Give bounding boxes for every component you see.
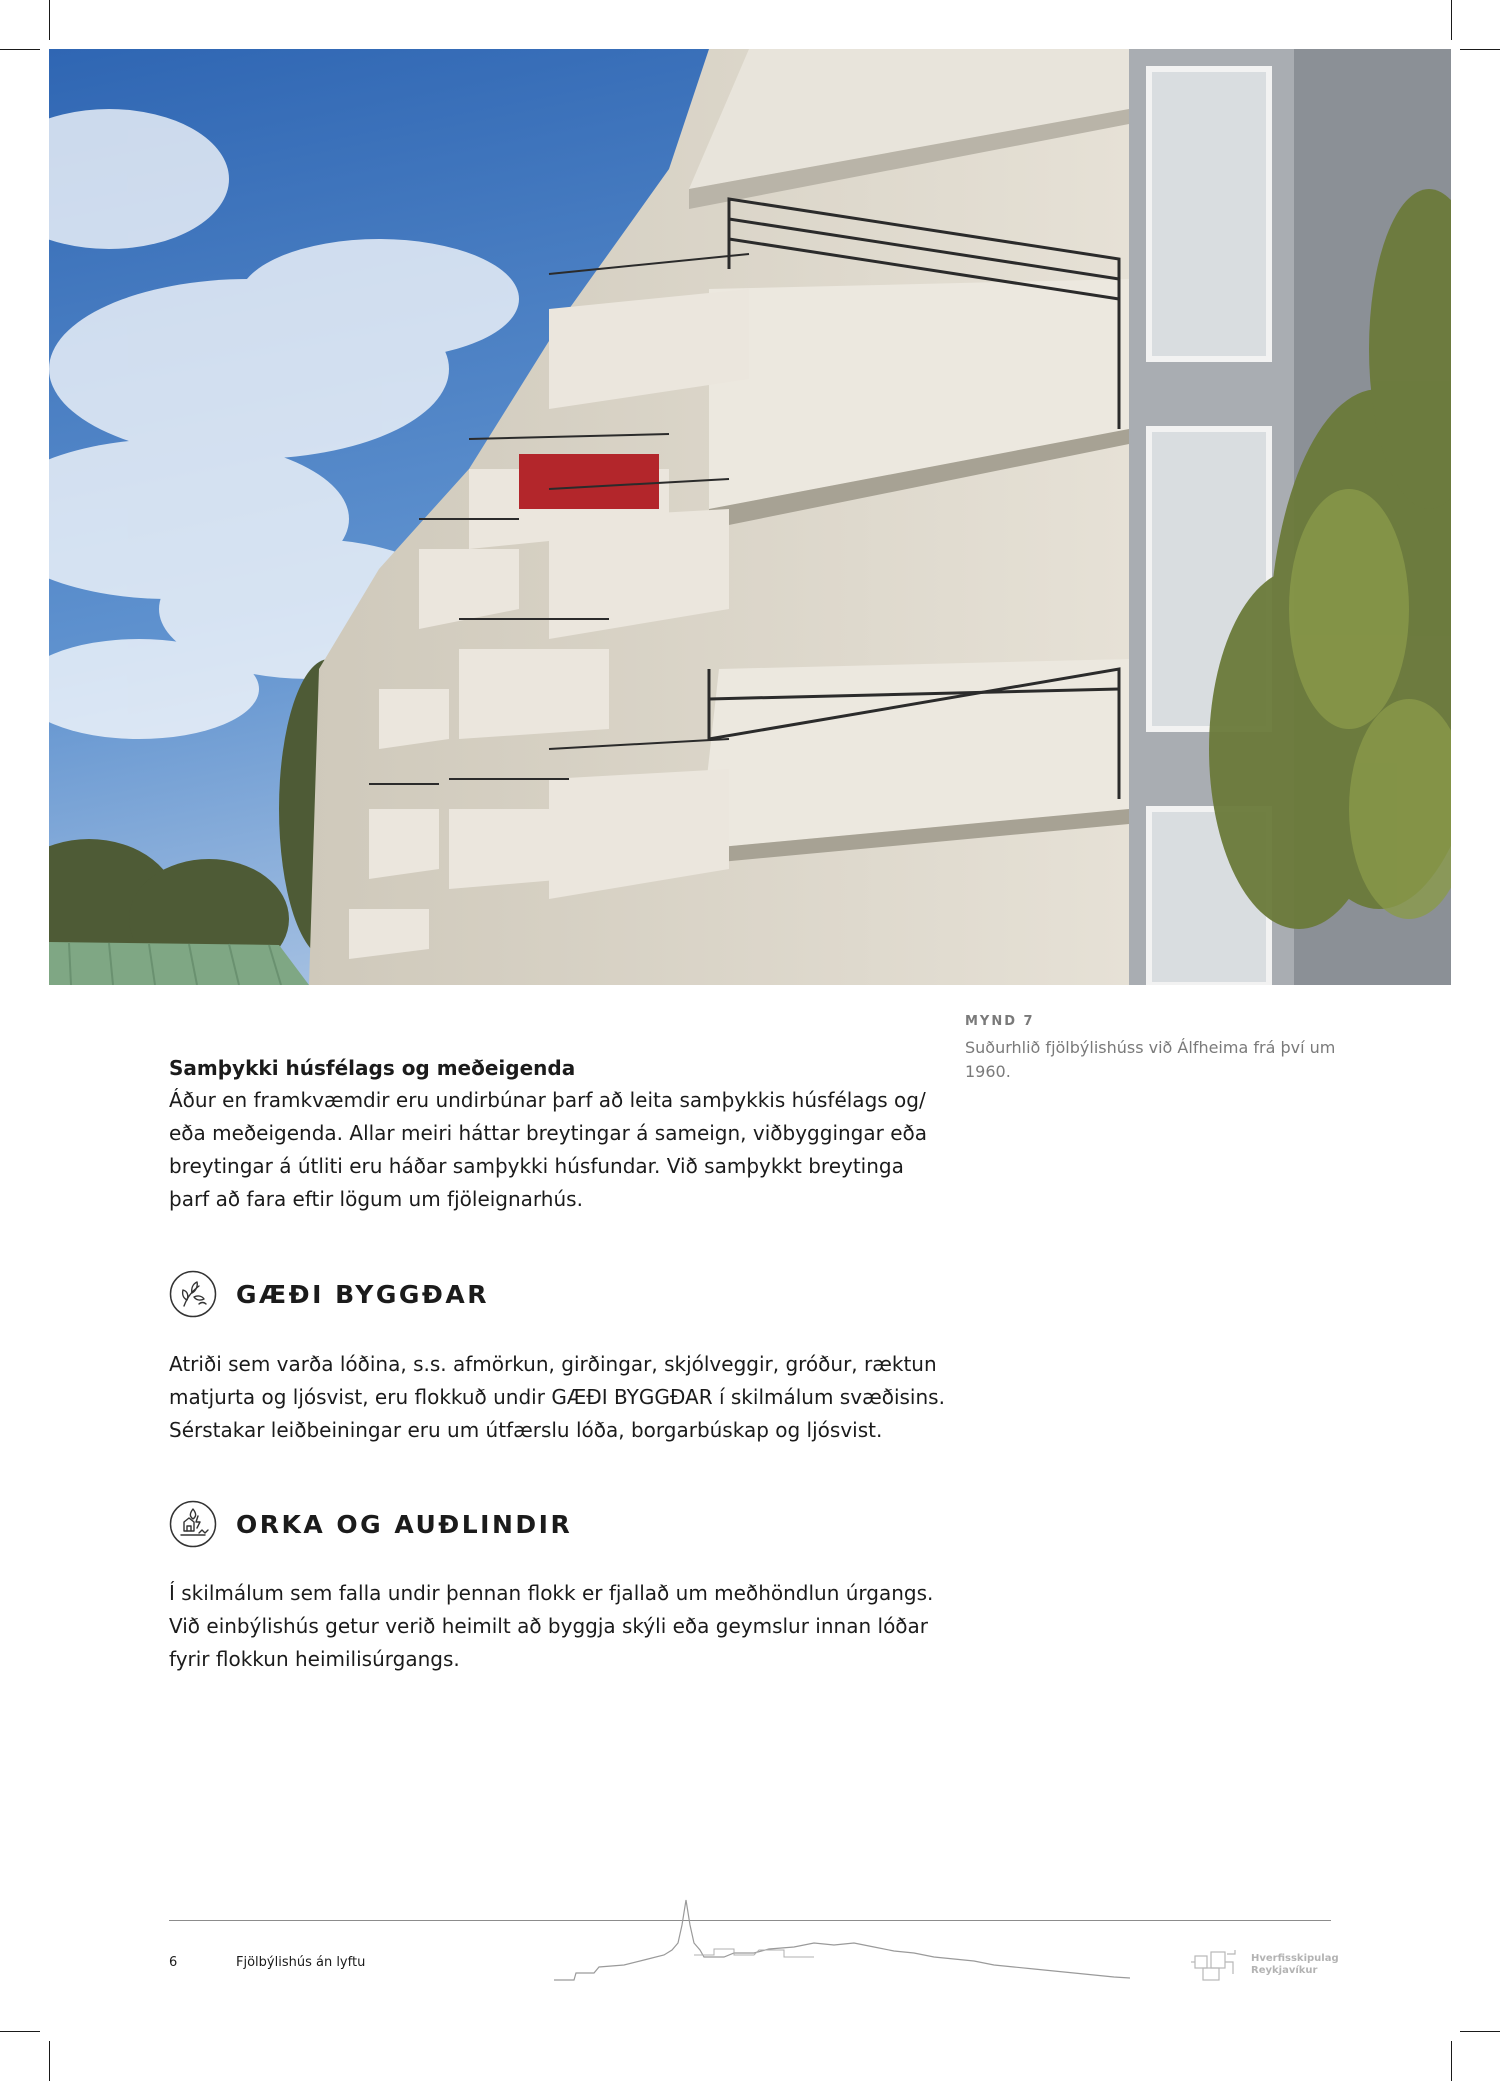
crop-mark xyxy=(1451,0,1452,40)
quality-section xyxy=(169,1348,949,1447)
approval-title: Samþykki húsfélags og meðeigenda xyxy=(169,1056,576,1080)
figure-caption xyxy=(965,1014,1345,1084)
page-number: 6 xyxy=(169,1955,178,1970)
energy-body: Í skilmálum sem falla undir þennan flokk er fjallað um meðhöndlun úrgangs. Við einbýlishús getur verið heimilt að byggja skýli eða geymslur innan lóðar fyrir flokkun heimilisúrgangs. xyxy=(169,1581,934,1671)
crop-mark xyxy=(1460,49,1500,50)
crop-mark xyxy=(1460,2031,1500,2032)
logo-mark-icon xyxy=(1189,1948,1249,1982)
energy-heading xyxy=(169,1500,572,1548)
leaf-icon xyxy=(169,1270,217,1318)
approval-section xyxy=(169,1052,949,1216)
crop-mark xyxy=(49,0,50,40)
quality-heading-text: GÆÐI BYGGÐAR xyxy=(236,1279,489,1309)
hverfisskipulag-logo xyxy=(1189,1948,1339,1982)
skyline-illustration xyxy=(554,1895,1130,1990)
energy-heading-text: ORKA OG AUÐLINDIR xyxy=(236,1509,573,1539)
energy-section xyxy=(169,1577,949,1676)
figure-label: MYND 7 xyxy=(965,1014,1035,1029)
document-title: Fjölbýlishús án lyftu xyxy=(236,1955,366,1970)
crop-mark xyxy=(1451,2041,1452,2081)
energy-resource-icon xyxy=(169,1500,217,1548)
crop-mark xyxy=(0,2031,40,2032)
building-photo xyxy=(49,49,1451,985)
quality-body: Atriði sem varða lóðina, s.s. afmörkun, girðingar, skjólveggir, gróður, ræktun matjurta og ljósvist, eru flokkuð undir GÆÐI BYGGÐAR í skilmálum svæðisins. Sérstakar leiðbeiningar eru um útfærslu lóða, borgarbúskap og ljósvist. xyxy=(169,1352,945,1442)
quality-heading xyxy=(169,1270,489,1318)
logo-line1: Hverfisskipulag xyxy=(1251,1953,1339,1964)
logo-line2: Reykjavíkur xyxy=(1251,1965,1318,1976)
crop-mark xyxy=(49,2041,50,2081)
figure-caption-text: Suðurhlið fjölbýlishúss við Álfheima frá því um 1960. xyxy=(965,1038,1336,1081)
crop-mark xyxy=(0,49,40,50)
approval-body: Áður en framkvæmdir eru undirbúnar þarf að leita samþykkis húsfélags og/ eða meðeigenda. Allar meiri háttar breytingar á sameign, viðbyggingar eða breytingar á útliti eru háðar samþykki húsfundar. Við samþykkt breytinga þarf að fara eftir lögum um fjöleignarhús. xyxy=(169,1088,927,1211)
